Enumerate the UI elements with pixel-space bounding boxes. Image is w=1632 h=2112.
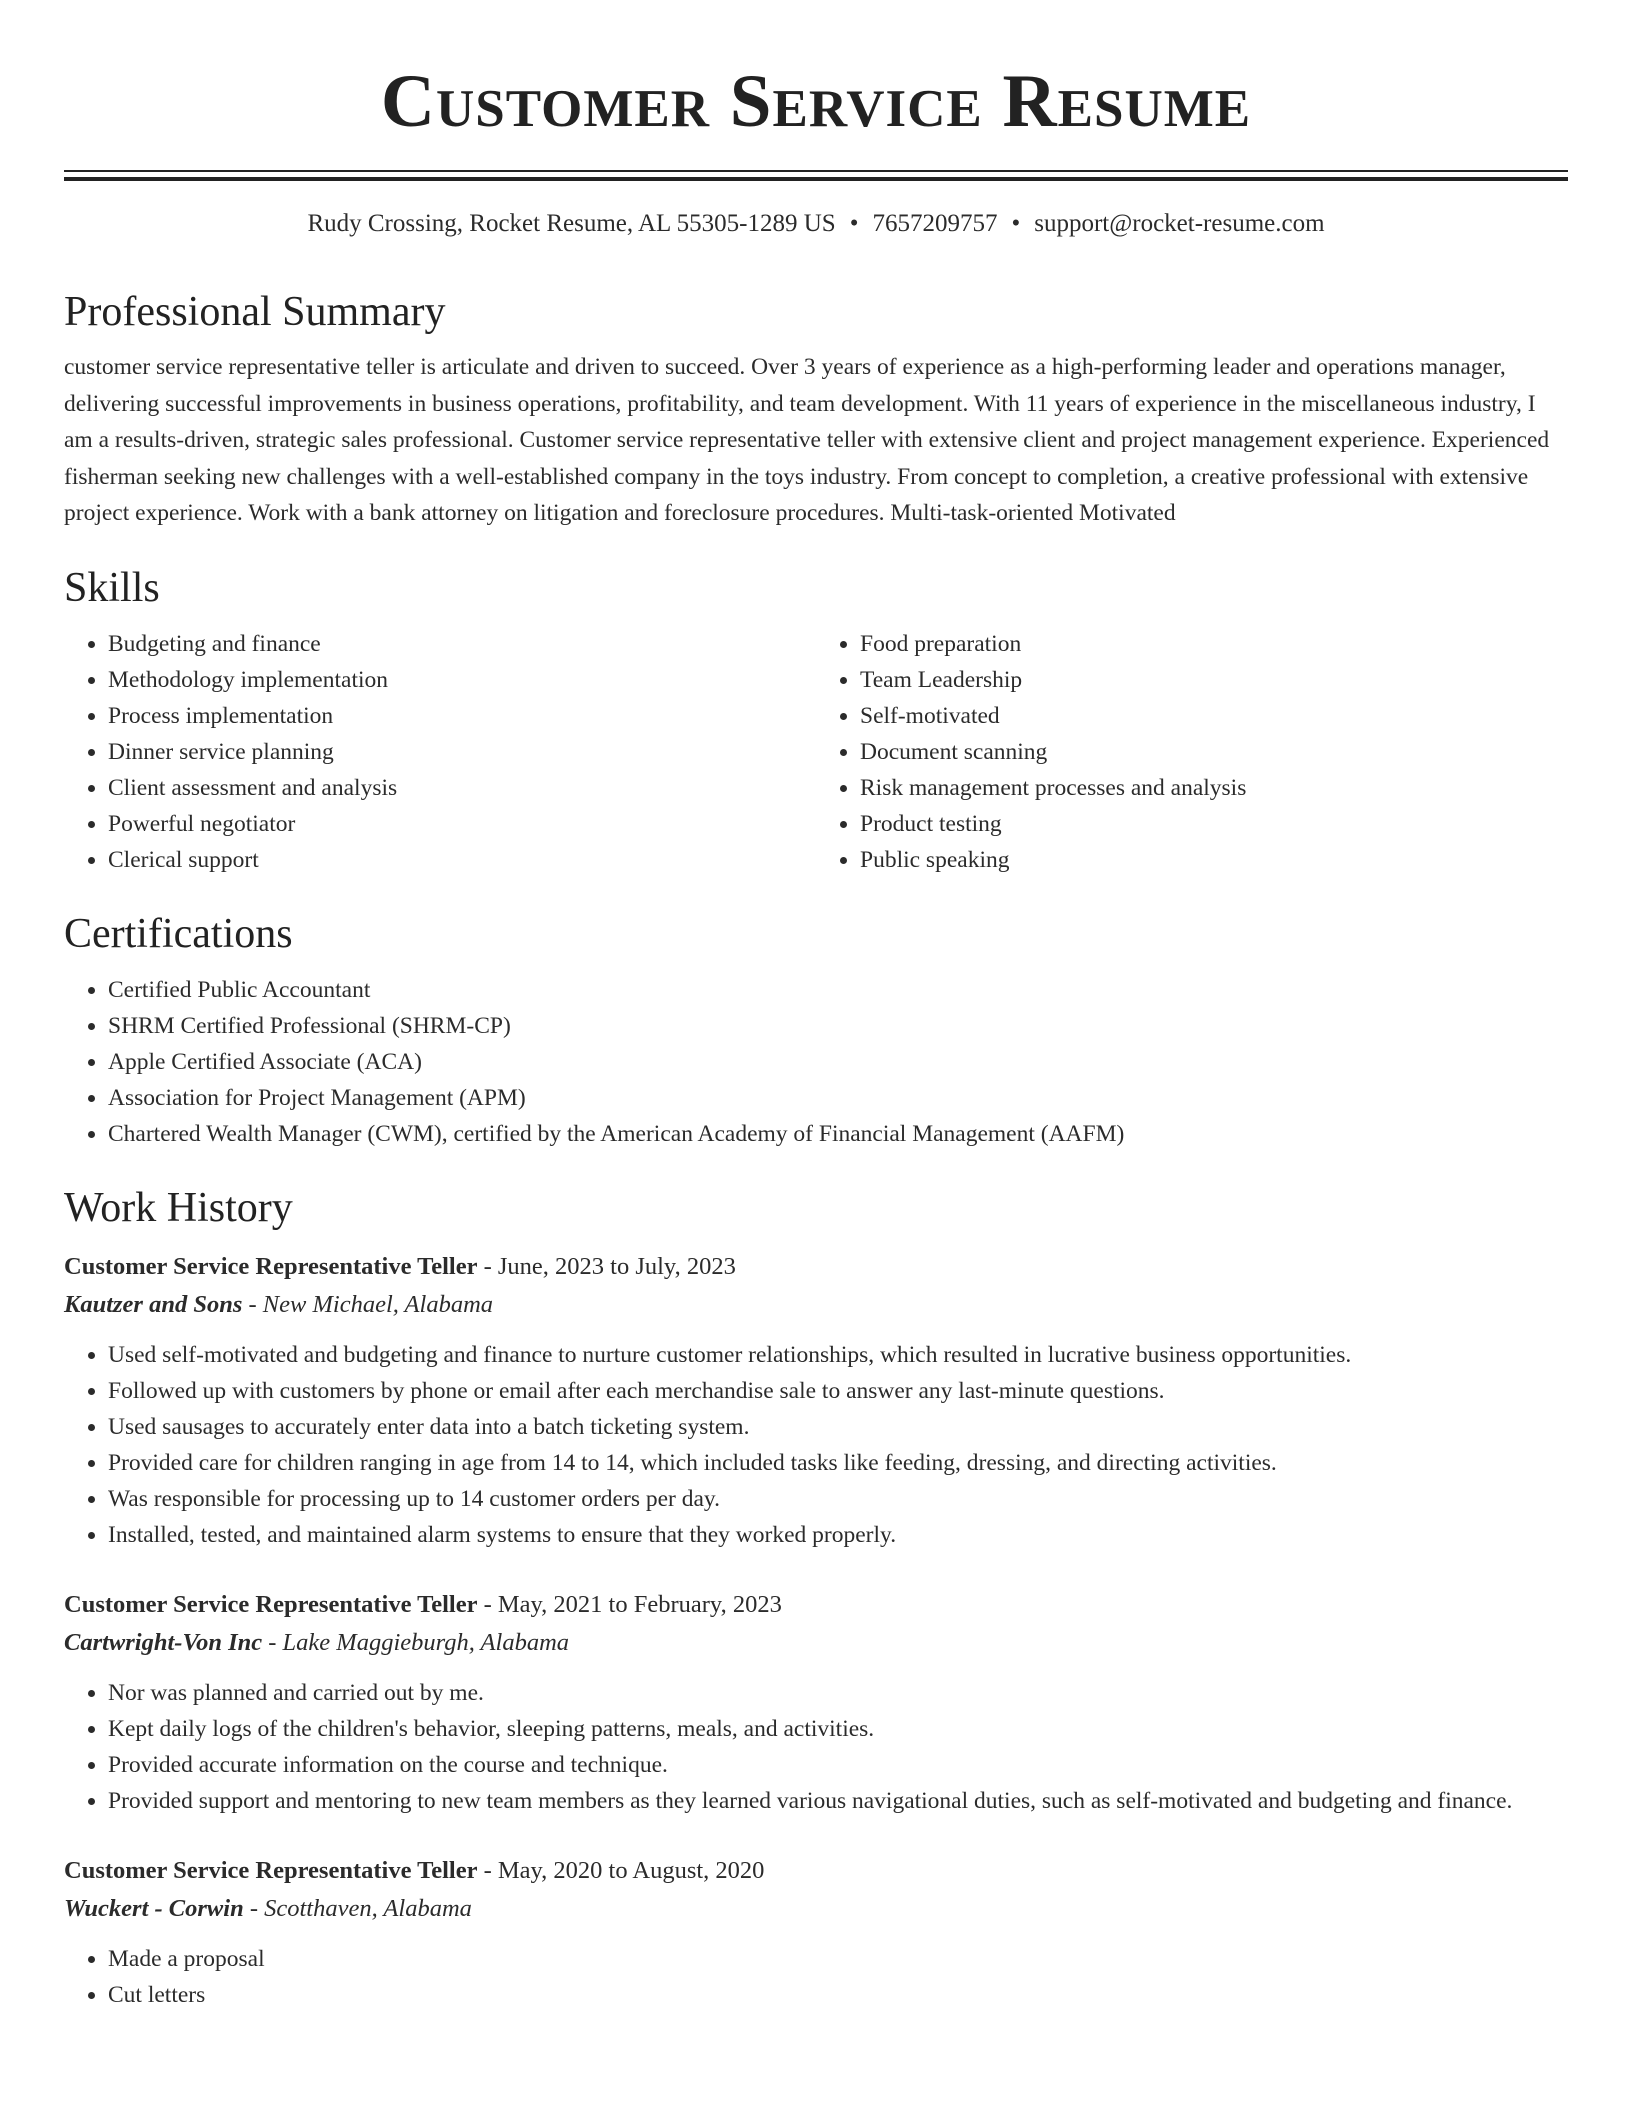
job-duty: • Made a proposal xyxy=(108,1941,1568,1977)
job-duty: • Nor was planned and carried out by me. xyxy=(108,1675,1568,1711)
certification-item: • Certified Public Accountant xyxy=(108,972,1568,1008)
certification-item: • Chartered Wealth Manager (CWM), certified by the American Academy of Financial Management (AAFM) xyxy=(108,1116,1568,1152)
job-duty: • Followed up with customers by phone or email after each merchandise sale to answer any last-minute questions. xyxy=(108,1373,1568,1409)
job-entry xyxy=(64,1586,1568,1819)
skill-item: • Budgeting and finance xyxy=(108,626,816,662)
job-duty: • Provided care for children ranging in age from 14 to 14, which included tasks like feeding, dressing, and directing activities. xyxy=(108,1445,1568,1481)
skill-item: • Clerical support xyxy=(108,842,816,878)
job-title-line xyxy=(64,1248,1568,1286)
job-company: Wuckert - Corwin xyxy=(64,1894,244,1922)
job-company-line xyxy=(64,1286,1568,1324)
summary-heading: Professional Summary xyxy=(64,289,446,335)
job-duty: • Used self-motivated and budgeting and finance to nurture customer relationships, which resulted in lucrative business opportunities. xyxy=(108,1337,1568,1373)
contact-separator: • xyxy=(1011,210,1021,237)
certification-item: • Association for Project Management (APM) xyxy=(108,1080,1568,1116)
job-entry xyxy=(64,1248,1568,1553)
job-duty: • Was responsible for processing up to 14 customer orders per day. xyxy=(108,1481,1568,1517)
skills-heading: Skills xyxy=(64,564,160,611)
job-duties-list xyxy=(64,1675,1568,1819)
job-duties-list xyxy=(64,1337,1568,1553)
job-location: - Lake Maggieburgh, Alabama xyxy=(262,1628,570,1656)
title-divider xyxy=(64,170,1568,172)
contact-email: support@rocket-resume.com xyxy=(1034,210,1325,237)
job-title-line xyxy=(64,1852,1568,1890)
work-history-heading: Work History xyxy=(64,1184,293,1231)
job-duty: • Provided accurate information on the course and technique. xyxy=(108,1747,1568,1783)
job-company: Kautzer and Sons xyxy=(64,1290,243,1318)
skill-item: • Client assessment and analysis xyxy=(108,770,816,806)
job-dates: - May, 2020 to August, 2020 xyxy=(477,1856,765,1884)
skills-list-right xyxy=(816,626,1568,878)
certification-item: • SHRM Certified Professional (SHRM-CP) xyxy=(108,1008,1568,1044)
skill-item: • Risk management processes and analysis xyxy=(860,770,1568,806)
skill-item: • Dinner service planning xyxy=(108,734,816,770)
skill-item: • Product testing xyxy=(860,806,1568,842)
job-company-line xyxy=(64,1890,1568,1928)
skills-columns xyxy=(64,626,1568,878)
contact-separator: • xyxy=(849,210,859,237)
job-duty: • Installed, tested, and maintained alarm systems to ensure that they worked properly. xyxy=(108,1517,1568,1553)
job-location: - New Michael, Alabama xyxy=(242,1290,494,1318)
summary-text: customer service representative teller is articulate and driven to succeed. Over 3 years of experience as a high-performing leader and operations manager, delivering successful improvements in business operations, profitability, and team development. With 11 years of experience in the miscellaneous industry, I am a results-driven, strategic sales professional. Customer service representative teller with extensive client and project management experience. Experienced fisherman seeking new challenges with a well-established company in the toys industry. From concept to completion, a creative professional with extensive project experience. Work with a bank attorney on litigation and foreclosure procedures. Multi-task-oriented Motivated xyxy=(64,354,1550,526)
skill-item: • Powerful negotiator xyxy=(108,806,816,842)
job-entry xyxy=(64,1852,1568,2013)
skill-item: • Self-motivated xyxy=(860,698,1568,734)
certification-item: • Apple Certified Associate (ACA) xyxy=(108,1044,1568,1080)
contact-phone: 7657209757 xyxy=(872,210,998,237)
job-title-line xyxy=(64,1586,1568,1624)
certifications-heading: Certifications xyxy=(64,910,293,957)
contact-line xyxy=(64,207,1568,241)
job-duty: • Used sausages to accurately enter data into a batch ticketing system. xyxy=(108,1409,1568,1445)
job-title: Customer Service Representative Teller xyxy=(64,1590,478,1618)
job-title: Customer Service Representative Teller xyxy=(64,1856,478,1884)
skill-item: • Methodology implementation xyxy=(108,662,816,698)
skill-item: • Process implementation xyxy=(108,698,816,734)
skill-item: • Food preparation xyxy=(860,626,1568,662)
job-location: - Scotthaven, Alabama xyxy=(243,1894,472,1922)
job-title: Customer Service Representative Teller xyxy=(64,1252,478,1280)
skill-item: • Public speaking xyxy=(860,842,1568,878)
contact-address: Rudy Crossing, Rocket Resume, AL 55305-1289 US xyxy=(307,210,836,237)
job-duties-list xyxy=(64,1941,1568,2013)
job-duty: • Cut letters xyxy=(108,1977,1568,2013)
certifications-list xyxy=(64,972,1568,1152)
skills-list-left xyxy=(64,626,816,878)
skill-item: • Document scanning xyxy=(860,734,1568,770)
job-duty: • Kept daily logs of the children's behavior, sleeping patterns, meals, and activities. xyxy=(108,1711,1568,1747)
job-company: Cartwright-Von Inc xyxy=(64,1628,263,1656)
resume-title: Customer Service Resume xyxy=(380,60,1252,143)
job-dates: - June, 2023 to July, 2023 xyxy=(477,1252,736,1280)
job-dates: - May, 2021 to February, 2023 xyxy=(477,1590,782,1618)
job-duty: • Provided support and mentoring to new team members as they learned various navigational duties, such as self-motivated and budgeting and finance. xyxy=(108,1783,1568,1819)
job-company-line xyxy=(64,1624,1568,1662)
skill-item: • Team Leadership xyxy=(860,662,1568,698)
